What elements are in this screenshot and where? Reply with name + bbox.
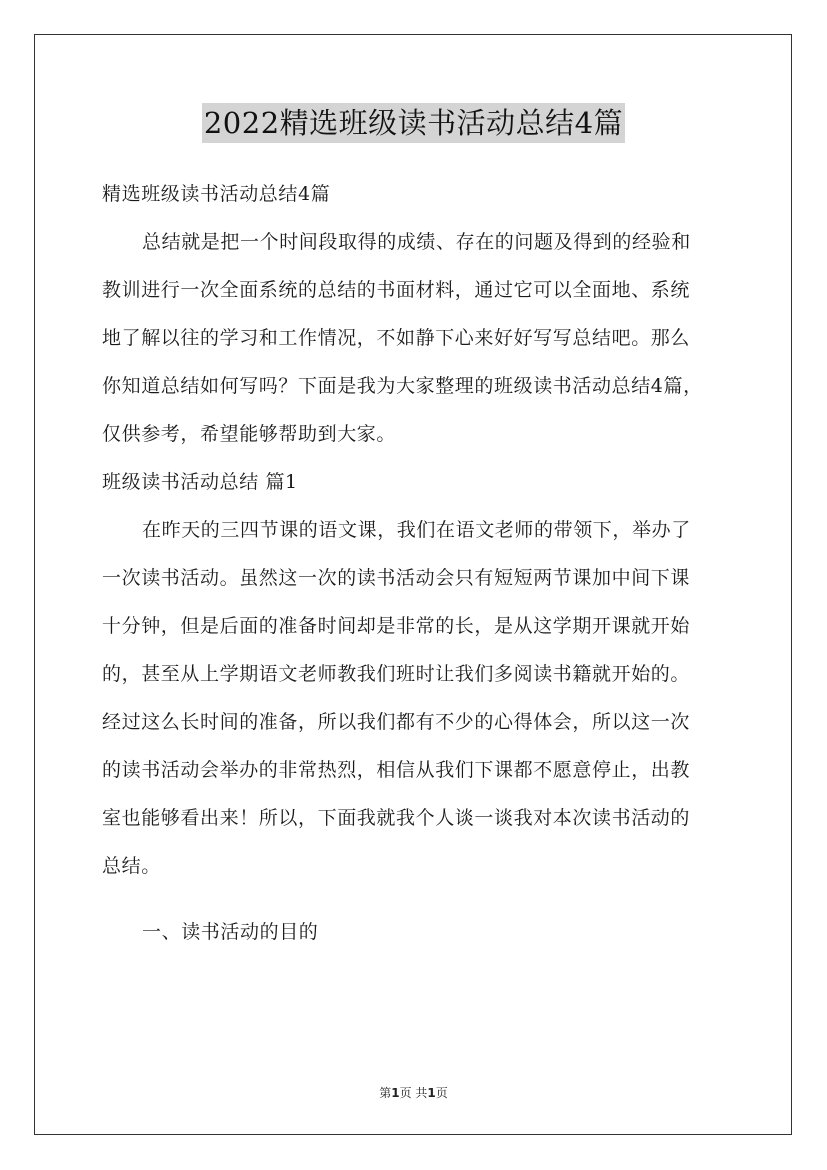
paragraph-line: 总结就是把一个时间段取得的成绩、存在的问题及得到的经验和: [142, 231, 691, 253]
document-body: [102, 170, 734, 956]
document-title: 2022精选班级读书活动总结4篇: [202, 103, 625, 143]
paragraph-line: 你知道总结如何写吗？下面是我为大家整理的班级读书活动总结4篇，: [102, 375, 703, 397]
footer-page-total: 1: [427, 1086, 436, 1100]
footer-prefix: 第: [379, 1086, 392, 1100]
paragraph-line: 总结。: [102, 855, 161, 877]
subsection-heading: 一、读书活动的目的: [142, 921, 319, 943]
paragraph-line: 十分钟，但是后面的准备时间却是非常的长，是从这学期开课就开始: [102, 615, 691, 637]
paragraph-line: 在昨天的三四节课的语文课，我们在语文老师的带领下，举办了: [142, 519, 691, 541]
paragraph-line: 地了解以往的学习和工作情况，不如静下心来好好写写总结吧。那么: [102, 327, 691, 349]
footer-page-current: 1: [391, 1086, 400, 1100]
paragraph-line: 仅供参考，希望能够帮助到大家。: [102, 423, 397, 445]
footer-mid: 页 共: [399, 1086, 428, 1100]
paragraph-line: 的读书活动会举办的非常热烈，相信从我们下课都不愿意停止，出教: [102, 759, 691, 781]
spacer: [102, 890, 734, 908]
paragraph-line: 的，甚至从上学期语文老师教我们班时让我们多阅读书籍就开始的。: [102, 663, 691, 685]
page-footer: [0, 1084, 827, 1101]
section-heading: 班级读书活动总结 篇1: [102, 471, 298, 493]
paragraph-line: 经过这么长时间的准备，所以我们都有不少的心得体会，所以这一次: [102, 711, 691, 733]
subtitle-line: 精选班级读书活动总结4篇: [102, 183, 331, 205]
paragraph-line: 室也能够看出来！所以，下面我就我个人谈一谈我对本次读书活动的: [102, 807, 691, 829]
paragraph-line: 一次读书活动。虽然这一次的读书活动会只有短短两节课加中间下课: [102, 567, 691, 589]
footer-suffix: 页: [435, 1086, 448, 1100]
title-container: [0, 103, 827, 143]
paragraph-line: 教训进行一次全面系统的总结的书面材料，通过它可以全面地、系统: [102, 279, 691, 301]
